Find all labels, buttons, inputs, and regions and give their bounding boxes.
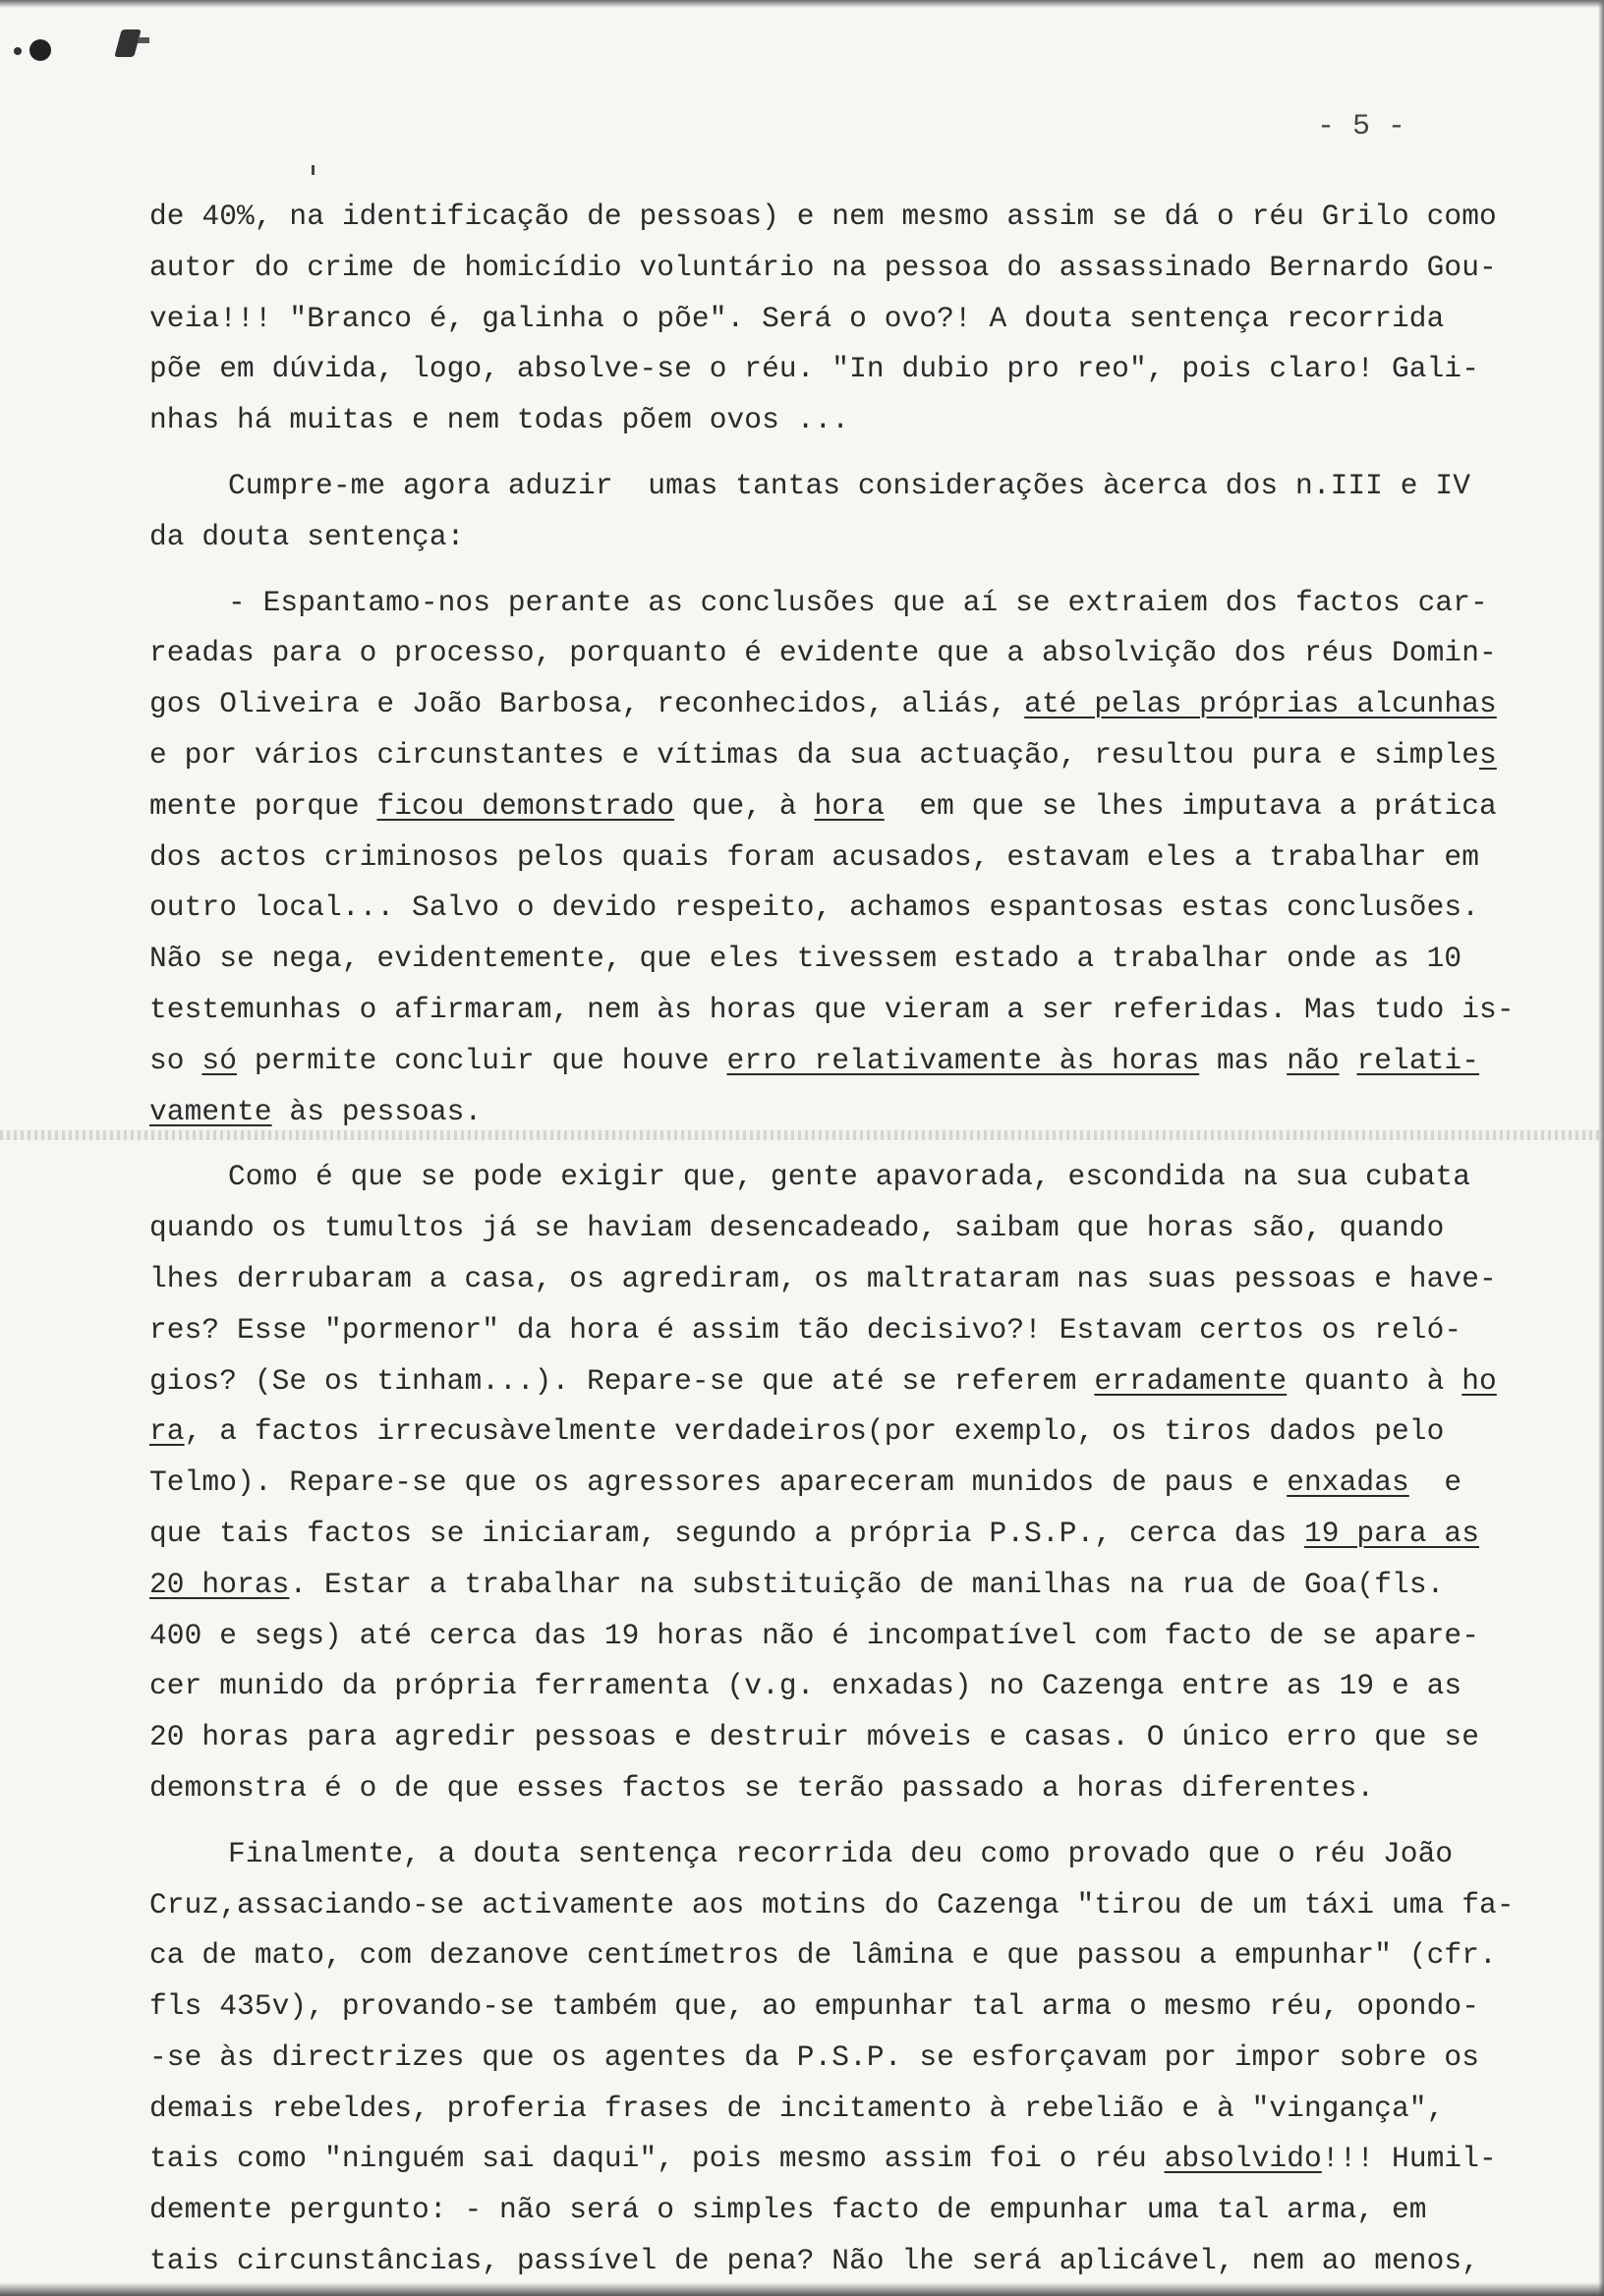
body-text (149, 192, 1545, 2287)
text-segment: readas para o processo, porquanto é evidente que a absolvição dos réus Domin- (149, 636, 1497, 670)
text-line (149, 1152, 1545, 1203)
ink-mark (312, 165, 315, 175)
text-line (149, 1458, 1545, 1509)
underlined-text: 20 horas (149, 1567, 290, 1601)
text-line (149, 578, 1545, 629)
text-segment: 400 e segs) até cerca das 19 horas não é incompatível com facto de se apare- (149, 1618, 1480, 1652)
text-line (149, 2236, 1545, 2287)
underlined-text: hora (814, 788, 885, 823)
paragraph-gap (149, 446, 1545, 461)
text-line (149, 1356, 1545, 1407)
text-segment: gos Oliveira e João Barbosa, reconhecidos, aliás, (149, 687, 1025, 721)
text-segment: Cumpre-me agora aduzir umas tantas considerações àcerca dos n.III e IV (228, 468, 1471, 502)
text-segment: mente porque (149, 788, 377, 823)
text-segment: em que se lhes imputava a prática (884, 788, 1497, 823)
underlined-text: enxadas (1287, 1465, 1409, 1500)
scan-right-edge (1598, 0, 1604, 2296)
text-line (149, 1560, 1545, 1611)
text-segment: testemunhas o afirmaram, nem às horas que vieram a ser referidas. Mas tudo is- (149, 992, 1515, 1026)
text-segment: - Espantamo-nos perante as conclusões que aí se extraiem dos factos car- (228, 585, 1488, 619)
text-line (149, 1087, 1545, 1138)
text-line (149, 1763, 1545, 1814)
underlined-text: absolvido (1164, 2142, 1322, 2176)
text-segment: tais como "ninguém sai daqui", pois mesmo assim foi o réu (149, 2142, 1165, 2176)
text-segment: de 40%, na identificação de pessoas) e nem mesmo assim se dá o réu Grilo como (149, 200, 1497, 233)
text-line (149, 1712, 1545, 1763)
underlined-text: ra (149, 1414, 185, 1449)
text-segment: 20 horas para agredir pessoas e destruir móveis e casas. O único erro que se (149, 1720, 1480, 1754)
underlined-text: não (1287, 1043, 1340, 1077)
ink-blot (138, 37, 149, 43)
text-segment: tais circunstâncias, passível de pena? Não lhe será aplicável, nem ao menos, (149, 2244, 1480, 2278)
text-segment: quanto à (1287, 1363, 1462, 1398)
text-line (149, 1509, 1545, 1560)
text-segment: nhas há muitas e nem todas põem ovos ... (149, 403, 850, 437)
paragraph-p4 (149, 1152, 1545, 1813)
underlined-text: ficou demonstrado (376, 788, 675, 823)
scan-top-edge (0, 0, 1604, 8)
text-line (149, 461, 1545, 512)
text-segment: Finalmente, a douta sentença recorrida deu como provado que o réu João (228, 1836, 1454, 1870)
text-line (149, 344, 1545, 395)
text-segment: lhes derrubaram a casa, os agrediram, os maltrataram nas suas pessoas e have- (149, 1261, 1497, 1295)
text-line (149, 294, 1545, 345)
paragraph-p2 (149, 461, 1545, 563)
text-line (149, 1254, 1545, 1305)
text-line (149, 2134, 1545, 2185)
text-line (149, 512, 1545, 563)
text-segment: quando os tumultos já se haviam desencadeado, saibam que horas são, quando (149, 1211, 1445, 1245)
text-segment: so (149, 1043, 202, 1077)
underlined-text: vamente (149, 1094, 272, 1128)
text-line (149, 883, 1545, 934)
text-line (149, 1305, 1545, 1356)
text-line (149, 730, 1545, 781)
text-line (149, 628, 1545, 679)
text-line (149, 985, 1545, 1036)
text-line (149, 2185, 1545, 2236)
text-segment: e por vários circunstantes e vítimas da sua actuação, resultou pura e simple (149, 737, 1480, 772)
text-segment: gios? (Se os tinham...). Repare-se que até se referem (149, 1363, 1095, 1398)
text-segment: que, à (674, 788, 815, 823)
text-segment: permite concluir que houve (237, 1043, 727, 1077)
text-segment: outro local... Salvo o devido respeito, achamos espantosas estas conclusões. (149, 890, 1480, 925)
text-line (149, 832, 1545, 884)
text-segment: ca de mato, com dezanove centímetros de lâmina e que passou a empunhar" (cfr. (149, 1938, 1497, 1973)
page-number: - 5 - (1317, 110, 1406, 144)
ink-blot (14, 47, 22, 55)
text-segment (1340, 1044, 1357, 1077)
text-segment: Cruz,assaciando-se activamente aos motins do Cazenga "tirou de um táxi uma fa- (149, 1887, 1515, 1922)
text-segment: às pessoas. (271, 1094, 483, 1128)
text-line (149, 1661, 1545, 1712)
ink-blot (114, 29, 142, 57)
text-line (149, 1203, 1545, 1254)
text-line (149, 2033, 1545, 2084)
text-line (149, 192, 1545, 243)
underlined-text: ho (1461, 1363, 1497, 1398)
text-segment: , a factos irrecusàvelmente verdadeiros(por exemplo, os tiros dados pelo (184, 1414, 1445, 1449)
text-segment: demonstra é o de que esses factos se terão passado a horas diferentes. (149, 1770, 1375, 1805)
paragraph-p3 (149, 578, 1545, 1138)
text-segment: res? Esse "pormenor" da hora é assim tão decisivo?! Estavam certos os reló- (149, 1312, 1462, 1347)
text-segment: demais rebeldes, proferia frases de incitamento à rebelião e à "vingança", (149, 2091, 1445, 2125)
underlined-text: 19 para as (1304, 1516, 1480, 1550)
text-segment: Telmo). Repare-se que os agressores apareceram munidos de paus e (149, 1465, 1288, 1500)
text-segment: Como é que se pode exigir que, gente apavorada, escondida na sua cubata (228, 1160, 1471, 1194)
text-line (149, 1406, 1545, 1458)
ink-blot (29, 39, 51, 61)
text-segment: que tais factos se iniciaram, segundo a própria P.S.P., cerca das (149, 1516, 1304, 1550)
text-segment: mas (1199, 1043, 1288, 1077)
text-line (149, 1829, 1545, 1880)
text-line (149, 679, 1545, 730)
text-line (149, 1036, 1545, 1087)
text-segment: autor do crime de homicídio voluntário na pessoa do assassinado Bernardo Gou- (149, 250, 1497, 284)
text-segment: . Estar a trabalhar na substituição de manilhas na rua de Goa(fls. (289, 1567, 1445, 1601)
text-segment: cer munido da própria ferramenta (v.g. enxadas) no Cazenga entre as 19 e as (149, 1669, 1462, 1703)
text-segment: fls 435v), provando-se também que, ao empunhar tal arma o mesmo réu, opondo- (149, 1989, 1480, 2024)
text-line (149, 1930, 1545, 1981)
paragraph-p1 (149, 192, 1545, 446)
underlined-text: erradamente (1094, 1363, 1288, 1398)
text-segment: Não se nega, evidentemente, que eles tivessem estado a trabalhar onde as 10 (149, 942, 1462, 976)
underlined-text: até pelas próprias alcunhas (1024, 687, 1497, 721)
text-line (149, 1611, 1545, 1662)
text-segment: e (1408, 1465, 1462, 1500)
paragraph-gap (149, 563, 1545, 578)
paragraph-gap (149, 1137, 1545, 1152)
text-segment: da douta sentença: (149, 519, 465, 553)
paragraph-p5 (149, 1829, 1545, 2287)
text-segment: demente pergunto: - não será o simples facto de empunhar uma tal arma, em (149, 2193, 1427, 2227)
text-line (149, 1981, 1545, 2033)
text-line (149, 934, 1545, 985)
text-line (149, 243, 1545, 294)
text-line (149, 781, 1545, 832)
text-line (149, 395, 1545, 446)
underlined-text: s (1479, 737, 1497, 772)
paragraph-gap (149, 1814, 1545, 1829)
text-line (149, 1880, 1545, 1931)
text-segment: dos actos criminosos pelos quais foram acusados, estavam eles a trabalhar em (149, 839, 1480, 874)
text-segment: -se às directrizes que os agentes da P.S.P. se esforçavam por impor sobre os (149, 2039, 1480, 2074)
text-line (149, 2084, 1545, 2135)
text-segment: !!! Humil- (1321, 2142, 1497, 2176)
text-segment: põe em dúvida, logo, absolve-se o réu. "In dubio pro reo", pois claro! Gali- (149, 352, 1480, 386)
underlined-text: erro relativamente às horas (726, 1043, 1200, 1077)
underlined-text: só (201, 1043, 238, 1077)
text-segment: veia!!! "Branco é, galinha o põe". Será o ovo?! A douta sentença recorrida (149, 301, 1445, 335)
underlined-text: relati- (1356, 1043, 1480, 1077)
